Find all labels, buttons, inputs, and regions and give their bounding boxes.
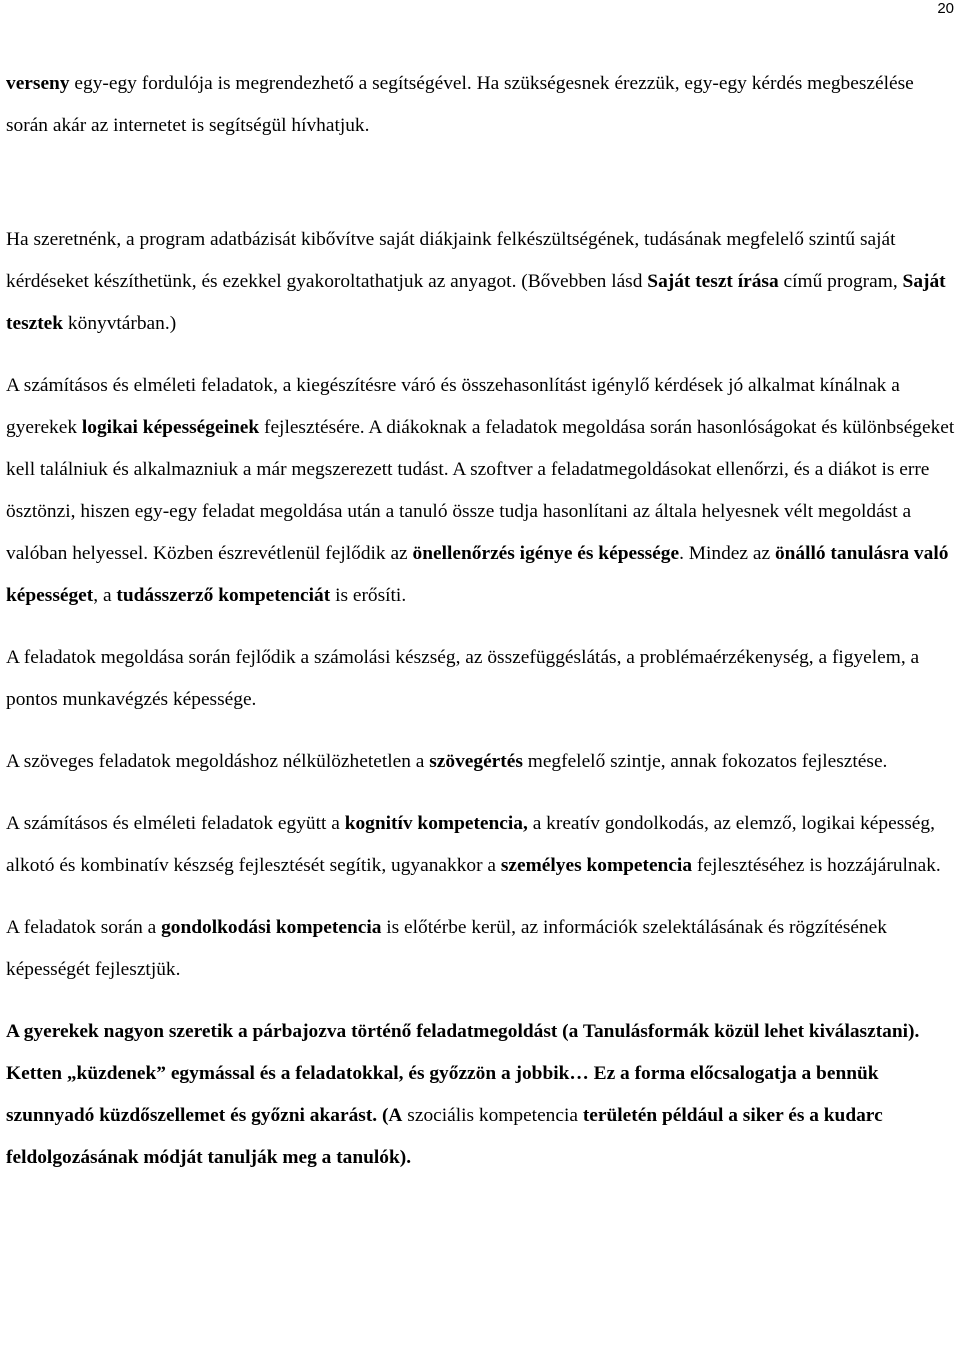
bold-text: önálló tanulásra való képességet — [6, 543, 949, 606]
bold-text: személyes kompetencia — [500, 855, 693, 876]
text-run: A feladatok során a — [6, 917, 162, 938]
bold-text: tudásszerző kompetenciát — [116, 585, 331, 606]
text-run: a kreatív gondolkodás, az elemző, logikai képesség, alkotó és kombinatív készség fejlesztését segítik, ugyanakkor a — [6, 813, 935, 876]
paragraph — [6, 803, 956, 887]
bold-text: Saját teszt írása — [647, 271, 779, 292]
text-run: A szöveges feladatok megoldáshoz nélkülözhetetlen a — [6, 751, 430, 772]
document-body — [6, 63, 956, 1179]
bold-text: önellenőrzés igénye és képessége — [412, 543, 680, 564]
paragraph — [6, 741, 956, 783]
bold-text: területén például a siker és a kudarc feldolgozásának módját tanulják meg a tanulók). — [6, 1105, 883, 1168]
paragraph — [6, 907, 956, 991]
bold-text: Saját tesztek — [6, 271, 946, 334]
bold-text: logikai képességeinek — [81, 417, 260, 438]
text-run: könyvtárban.) — [63, 313, 177, 334]
text-run: , a — [93, 585, 117, 606]
text-run: A számításos és elméleti feladatok együtt a — [6, 813, 345, 834]
bold-text: A gyerekek nagyon szeretik a párbajozva történő feladatmegoldást (a Tanulásformák közül lehet kiválasztani). Ketten „küzdenek” egymással és a feladatokkal, és győzzön a jobbik… Ez a forma előcsalogatja a bennük szunnyadó küzdőszellemet és győzni akarást. (A — [6, 1021, 920, 1126]
text-run: is előtérbe kerül, az információk szelektálásának és rögzítésének képességét fejlesztjük. — [6, 917, 887, 980]
text-run: szociális kompetencia — [402, 1105, 583, 1126]
paragraph — [6, 63, 956, 147]
bold-text: verseny — [6, 73, 70, 94]
text-run: A számításos és elméleti feladatok, a kiegészítésre váró és összehasonlítást igénylő kérdések jó alkalmat kínálnak a gyerekek — [6, 375, 900, 438]
text-run: Ha szeretnénk, a program adatbázisát kibővítve saját diákjaink felkészültségének, tudásának megfelelő szintű saját kérdéseket készíthetünk, és ezekkel gyakoroltathatjuk az anyagot. (Bővebben lásd — [6, 229, 896, 292]
page-number: 20 — [937, 0, 954, 17]
bold-text: gondolkodási kompetencia — [161, 917, 382, 938]
paragraph — [6, 1011, 956, 1179]
text-run: fejlesztéséhez is hozzájárulnak. — [692, 855, 941, 876]
bold-text: szövegértés — [429, 751, 523, 772]
text-run: A feladatok megoldása során fejlődik a számolási készség, az összefüggéslátás, a problémaérzékenység, a figyelem, a pontos munkavégzés képessége. — [6, 647, 920, 710]
bold-text: kognitív kompetencia, — [344, 813, 528, 834]
paragraph — [6, 219, 956, 345]
text-run: egy-egy fordulója is megrendezhető a segítségével. Ha szükségesnek érezzük, egy-egy kérdés megbeszélése során akár az internetet is segítségül hívhatjuk. — [6, 73, 914, 136]
text-run: . Mindez az — [679, 543, 775, 564]
text-run: is erősíti. — [330, 585, 407, 606]
paragraph — [6, 637, 956, 721]
text-run: megfelelő szintje, annak fokozatos fejlesztése. — [522, 751, 888, 772]
paragraph — [6, 365, 956, 617]
text-run: című program, — [778, 271, 903, 292]
text-run: fejlesztésére. A diákoknak a feladatok megoldása során hasonlóságokat és különbségeket kell találniuk és alkalmazniuk a már megszerezett tudást. A szoftver a feladatmegoldásokat ellenőrzi, és a diákot is erre ösztönzi, hiszen egy-egy feladat megoldása után a tanuló össze tudja hasonlítani az általa helyesnek vélt megoldást a valóban helyessel. Közben észrevétlenül fejlődik az — [6, 417, 955, 564]
